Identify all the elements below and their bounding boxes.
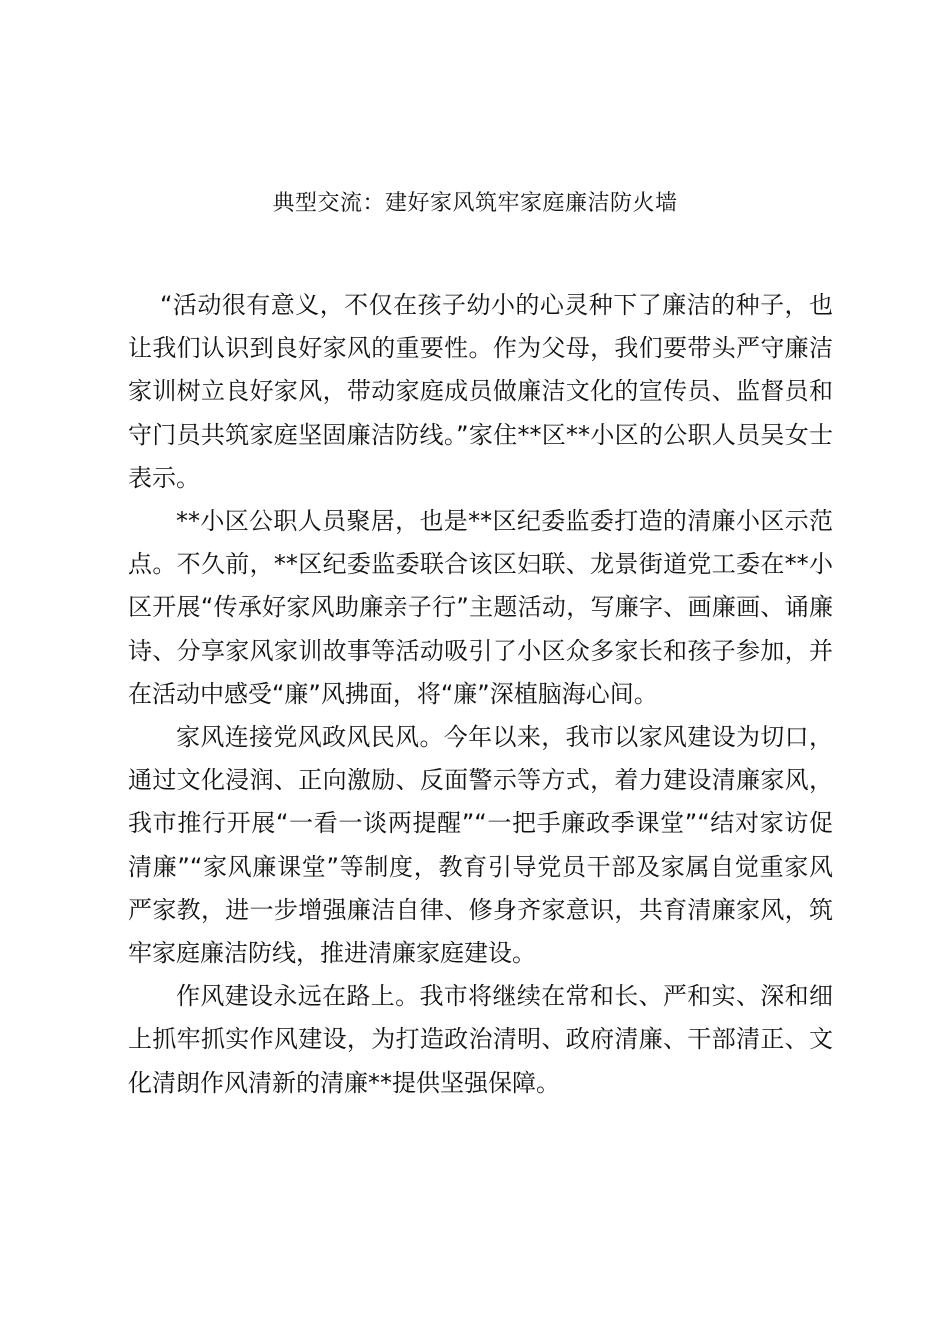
document-title: 典型交流：建好家风筑牢家庭廉洁防火墙 xyxy=(272,191,678,216)
paragraph-2: **小区公职人员聚居，也是**区纪委监委打造的清廉小区示范点。不久前，**区纪委监委联合该区妇联、龙景街道党工委在**小区开展“传承好家风助廉亲子行”主题活动，写廉字、画廉画、诵廉诗、分享家风家训故事等活动吸引了小区众多家长和孩子参加，并在活动中感受“廉”风拂面，将“廉”深植脑海心间。 xyxy=(128,507,833,708)
paragraph-3: 家风连接党风政风民风。今年以来，我市以家风建设为切口，通过文化浸润、正向激励、反面警示等方式，着力建设清廉家风，我市推行开展“一看一谈两提醒”“一把手廉政季课堂”“结对家访促清廉”“家风廉课堂”等制度，教育引导党员干部及家属自觉重家风严家教，进一步增强廉洁自律、修身齐家意识，共育清廉家风，筑牢家庭廉洁防线，推进清廉家庭建设。 xyxy=(128,723,833,968)
paragraph-4: 作风建设永远在路上。我市将继续在常和长、严和实、深和细上抓牢抓实作风建设，为打造政治清明、政府清廉、干部清正、文化清朗作风清新的清廉**提供坚强保障。 xyxy=(128,982,833,1097)
document-body xyxy=(128,284,833,1105)
paragraph-1: “活动很有意义，不仅在孩子幼小的心灵种下了廉洁的种子，也让我们认识到良好家风的重要性。作为父母，我们要带头严守廉洁家训树立良好家风，带动家庭成员做廉洁文化的宣传员、监督员和守门员共筑家庭坚固廉洁防线。”家住**区**小区的公职人员吴女士表示。 xyxy=(128,291,833,492)
